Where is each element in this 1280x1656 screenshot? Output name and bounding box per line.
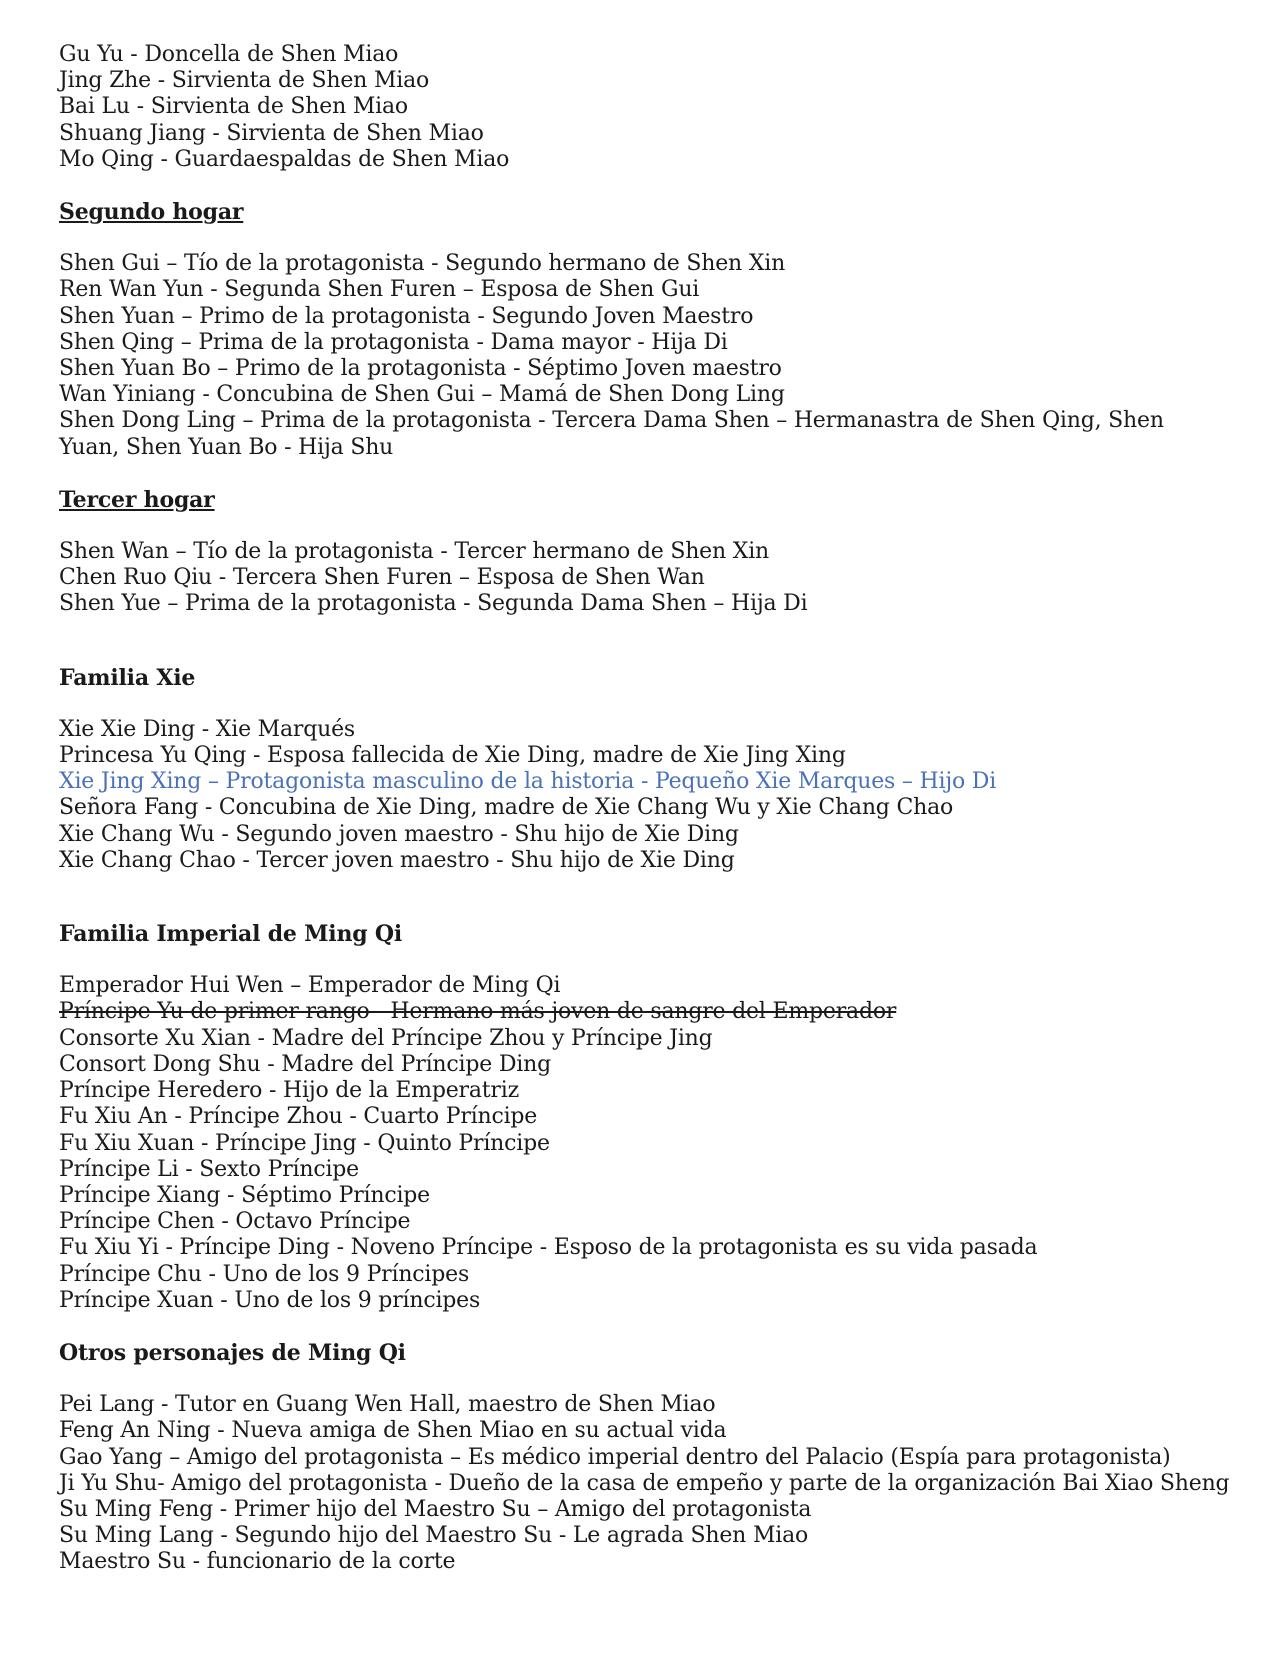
list-item: Pei Lang - Tutor en Guang Wen Hall, maestro de Shen Miao	[59, 1392, 716, 1418]
list-item: Consorte Xu Xian - Madre del Príncipe Zhou y Príncipe Jing	[59, 1025, 713, 1051]
list-item: Gao Yang – Amigo del protagonista – Es médico imperial dentro del Palacio (Espía para protagonista)	[59, 1444, 1171, 1470]
list-item: Fu Xiu An - Príncipe Zhou - Cuarto Príncipe	[59, 1104, 538, 1130]
list-item: Señora Fang - Concubina de Xie Ding, madre de Xie Chang Wu y Xie Chang Chao	[59, 795, 954, 821]
list-item: Maestro Su - funcionario de la corte	[59, 1549, 456, 1575]
list-item: Príncipe Li - Sexto Príncipe	[59, 1156, 360, 1182]
document-page	[59, 42, 1239, 1576]
familia-imperial-list	[59, 973, 1239, 1314]
section-heading-familia-imperial: Familia Imperial de Ming Qi	[59, 921, 403, 948]
servants-list	[59, 42, 1239, 173]
list-item: Feng An Ning - Nueva amiga de Shen Miao en su actual vida	[59, 1418, 727, 1444]
list-item: Shen Dong Ling – Prima de la protagonista - Tercera Dama Shen – Hermanastra de Shen Qing, Shen Yuan, Shen Yuan Bo - Hija Shu	[59, 408, 1164, 460]
otros-personajes-list	[59, 1392, 1239, 1575]
list-item: Shuang Jiang - Sirvienta de Shen Miao	[59, 120, 484, 146]
list-item: Consort Dong Shu - Madre del Príncipe Ding	[59, 1051, 551, 1077]
tercer-hogar-list	[59, 539, 1239, 618]
list-item: Shen Yuan – Primo de la protagonista - Segundo Joven Maestro	[59, 303, 754, 329]
list-item: Ji Yu Shu- Amigo del protagonista - Dueño de la casa de empeño y parte de la organización Bai Xiao Sheng	[59, 1470, 1230, 1496]
list-item: Shen Yue – Prima de la protagonista - Segunda Dama Shen – Hija Di	[59, 591, 808, 617]
list-item: Bai Lu - Sirvienta de Shen Miao	[59, 94, 408, 120]
list-item: Su Ming Feng - Primer hijo del Maestro Su – Amigo del protagonista	[59, 1496, 812, 1522]
section-heading-otros-personajes: Otros personajes de Ming Qi	[59, 1339, 406, 1366]
section-heading-tercer-hogar: Tercer hogar	[59, 486, 215, 513]
list-item: Fu Xiu Yi - Príncipe Ding - Noveno Príncipe - Esposo de la protagonista es su vida pasada	[59, 1235, 1038, 1261]
section-heading-segundo-hogar: Segundo hogar	[59, 199, 244, 226]
list-item: Wan Yiniang - Concubina de Shen Gui – Mamá de Shen Dong Ling	[59, 382, 785, 408]
list-item: Príncipe Heredero - Hijo de la Emperatriz	[59, 1078, 519, 1104]
list-item: Príncipe Xiang - Séptimo Príncipe	[59, 1182, 430, 1208]
list-item: Ren Wan Yun - Segunda Shen Furen – Esposa de Shen Gui	[59, 277, 700, 303]
list-item: Mo Qing - Guardaespaldas de Shen Miao	[59, 146, 510, 172]
list-item: Fu Xiu Xuan - Príncipe Jing - Quinto Príncipe	[59, 1130, 550, 1156]
list-item: Príncipe Xuan - Uno de los 9 príncipes	[59, 1287, 481, 1313]
list-item: Shen Gui – Tío de la protagonista - Segundo hermano de Shen Xin	[59, 251, 786, 277]
list-item: Xie Chang Wu - Segundo joven maestro - Shu hijo de Xie Ding	[59, 821, 739, 847]
list-item: Princesa Yu Qing - Esposa fallecida de Xie Ding, madre de Xie Jing Xing	[59, 743, 846, 769]
section-heading-familia-xie: Familia Xie	[59, 664, 196, 691]
highlighted-list-item: Xie Jing Xing – Protagonista masculino de la historia - Pequeño Xie Marques – Hijo Di	[59, 769, 997, 795]
list-item: Shen Wan – Tío de la protagonista - Tercer hermano de Shen Xin	[59, 539, 770, 565]
list-item: Chen Ruo Qiu - Tercera Shen Furen – Esposa de Shen Wan	[59, 565, 705, 591]
familia-xie-list	[59, 717, 1239, 874]
list-item: Gu Yu - Doncella de Shen Miao	[59, 42, 399, 67]
list-item: Príncipe Chen - Octavo Príncipe	[59, 1209, 411, 1235]
list-item: Jing Zhe - Sirvienta de Shen Miao	[59, 68, 430, 94]
list-item: Xie Xie Ding - Xie Marqués	[59, 716, 356, 742]
struck-list-item: Príncipe Yu de primer rango - Hermano más joven de sangre del Emperador	[59, 999, 897, 1025]
list-item: Su Ming Lang - Segundo hijo del Maestro Su - Le agrada Shen Miao	[59, 1523, 809, 1549]
segundo-hogar-list	[59, 251, 1239, 461]
list-item: Xie Chang Chao - Tercer joven maestro - Shu hijo de Xie Ding	[59, 847, 735, 873]
list-item: Shen Yuan Bo – Primo de la protagonista - Séptimo Joven maestro	[59, 356, 782, 382]
list-item: Shen Qing – Prima de la protagonista - Dama mayor - Hija Di	[59, 329, 728, 355]
list-item: Emperador Hui Wen – Emperador de Ming Qi	[59, 973, 561, 999]
list-item: Príncipe Chu - Uno de los 9 Príncipes	[59, 1261, 470, 1287]
